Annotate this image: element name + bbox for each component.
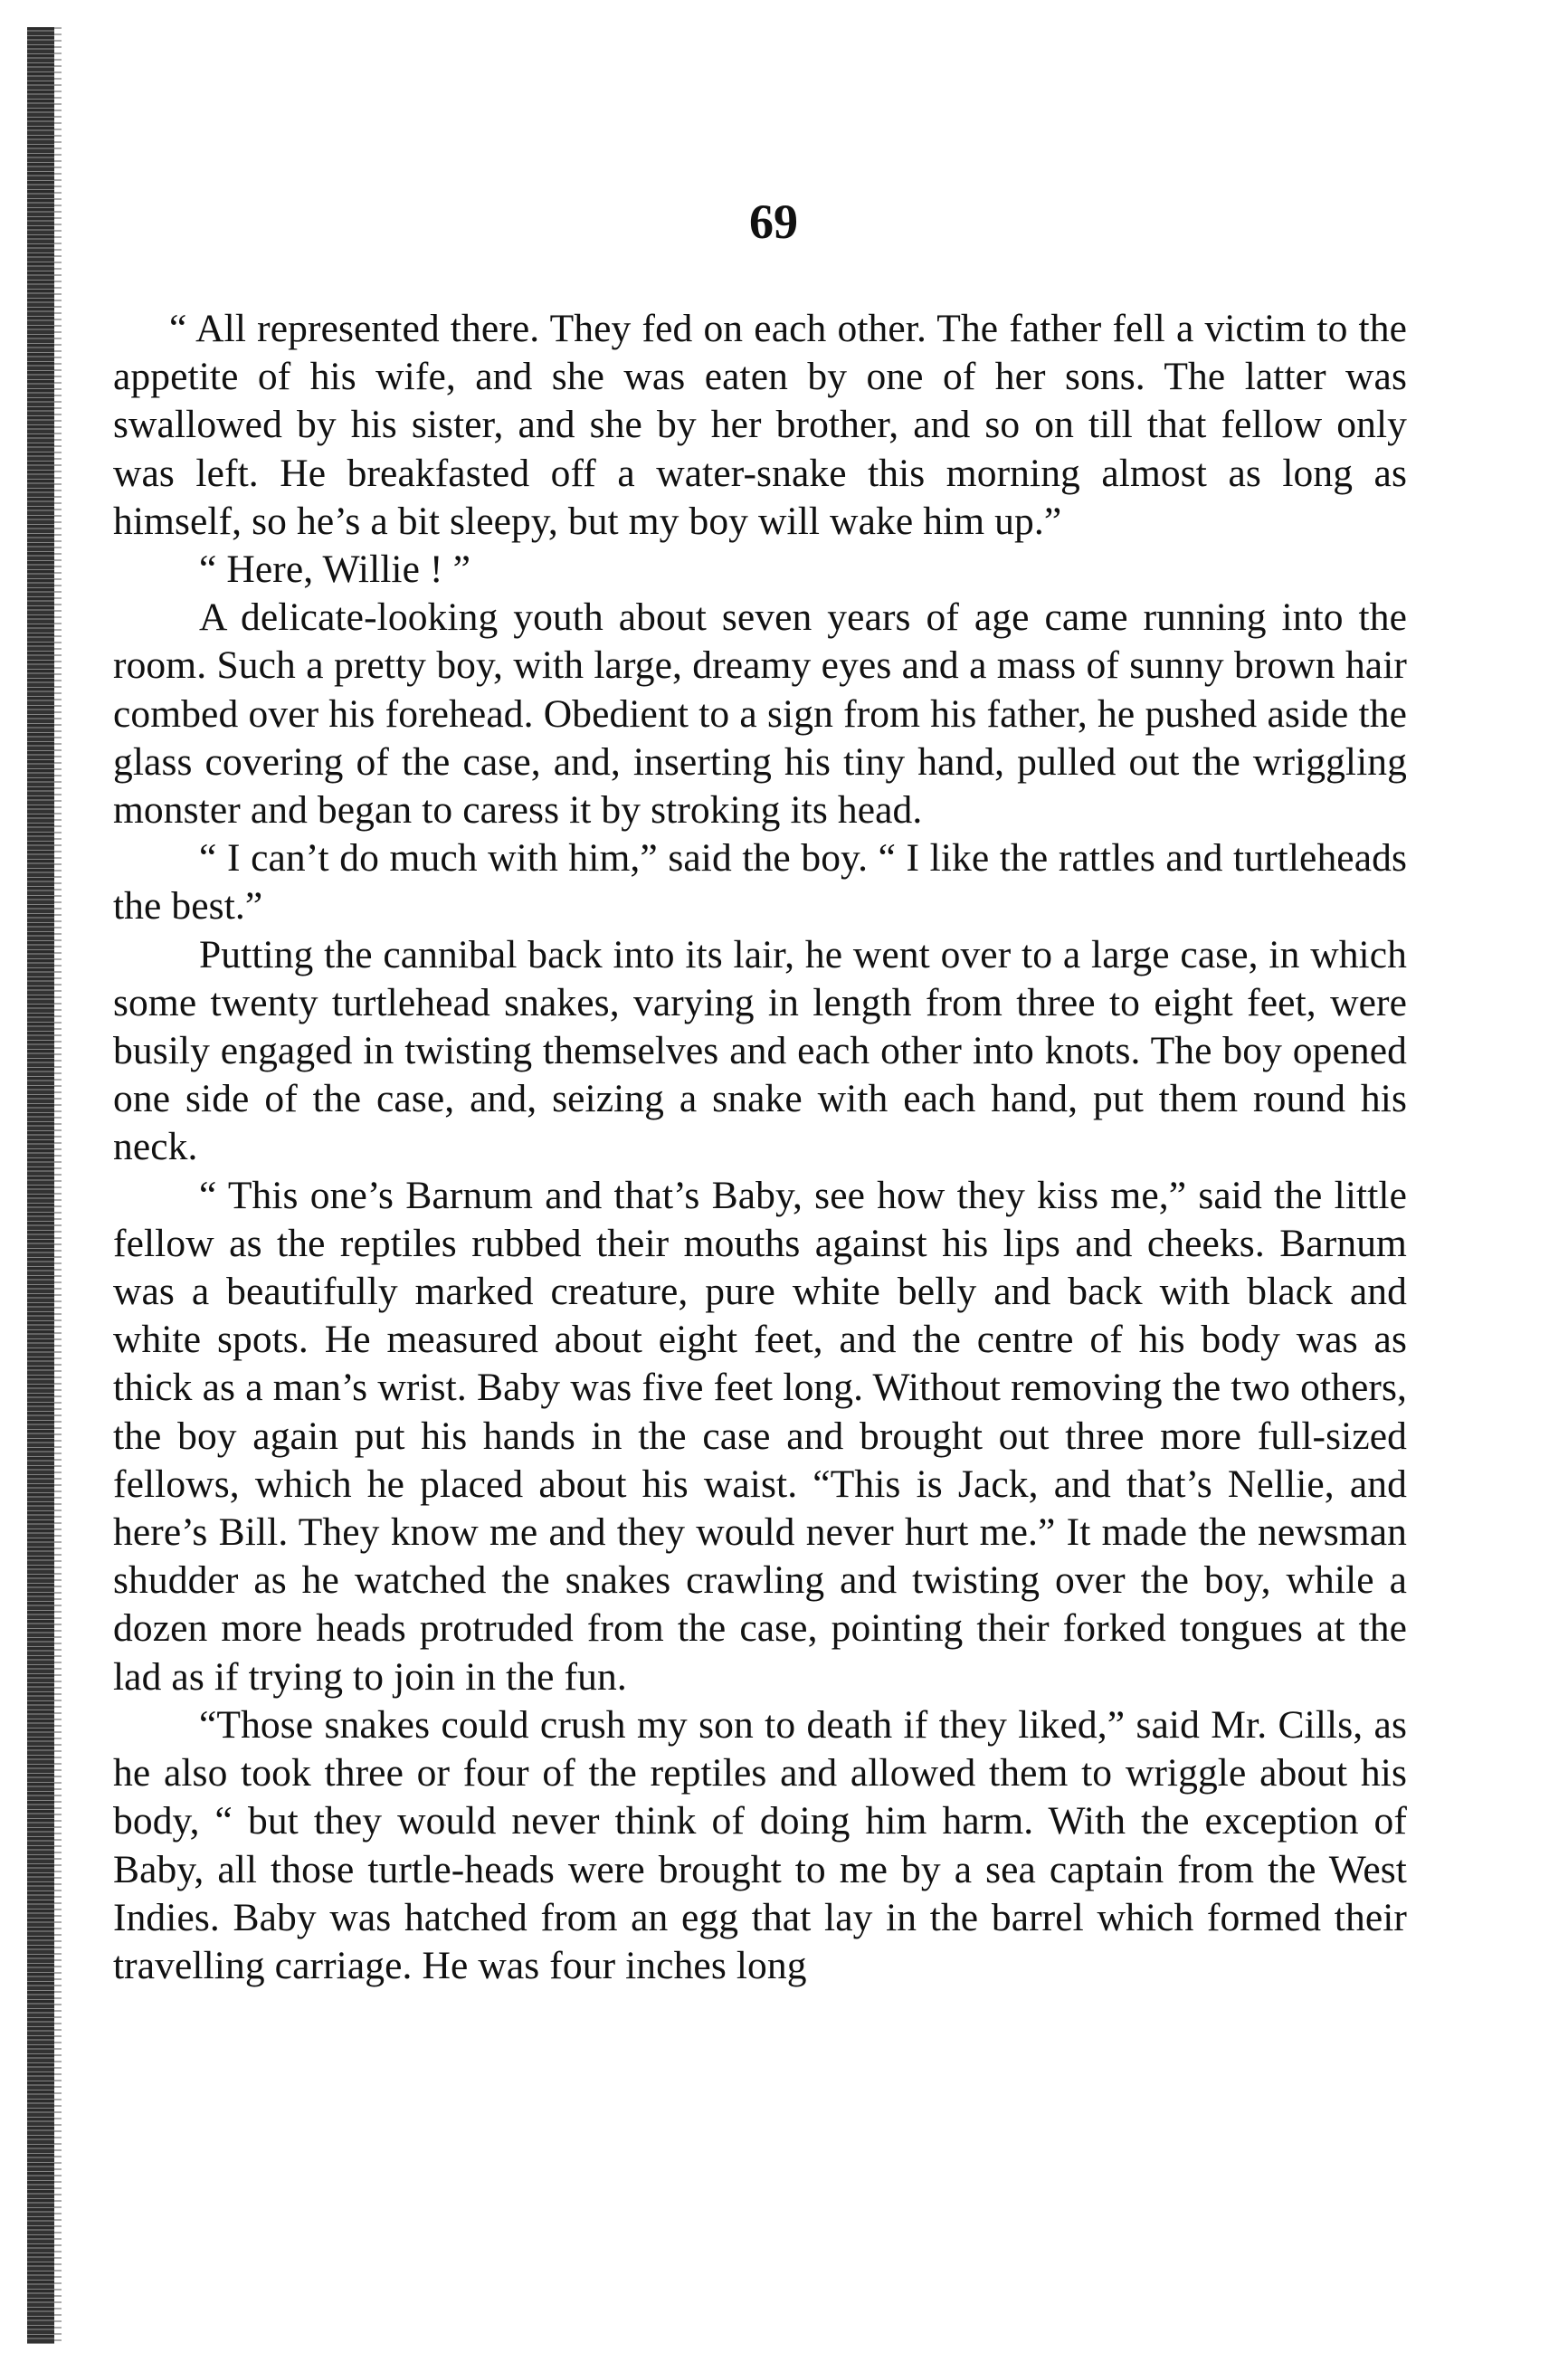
paragraph: “ This one’s Barnum and that’s Baby, see how they kiss me,” said the little fellow as the reptiles rubbed their mouths against his lips and cheeks. Barnum was a beautifully marked creature, pure white belly and back with black and white spots. He measured about eight feet, and the centre of his body was as thick as a man’s wrist. Baby was five feet long. Without removing the two others, the boy again put his hands in the case and brought out three more full-sized fellows, which he placed about his waist. “This is Jack, and that’s Nellie, and here’s Bill. They know me and they would never hurt me.” It made the newsman shudder as he watched the snakes crawling and twisting over the boy, while a dozen more heads protruded from the case, pointing their forked tongues at the lad as if trying to join in the fun. [113,1173,1407,1699]
book-page [113,195,1407,1990]
paragraph: “ All represented there. They fed on each other. The father fell a victim to the appetite of his wife, and she was eaten by one of her sons. The latter was swallowed by his sister, and she by her brother, and so on till that fellow only was left. He breakfasted off a water-snake this morning almost as long as himself, so he’s a bit sleepy, but my boy will wake him up.” [113,307,1407,543]
paragraph: “Those snakes could crush my son to death if they liked,” said Mr. Cills, as he also took three or four of the reptiles and allowed them to wriggle about his body, “ but they would never think of doing him harm. With the exception of Baby, all those turtle-heads were brought to me by a sea captain from the West Indies. Baby was hatched from an egg that lay in the barrel which formed their travelling carriage. He was four inches long [113,1702,1407,1987]
book-binding-edge [27,27,54,2344]
page-body-text [113,305,1407,1990]
paragraph: “ Here, Willie ! ” [199,548,470,592]
paragraph: “ I can’t do much with him,” said the boy. “ I like the rattles and turtleheads the best.” [113,836,1407,929]
page-number: 69 [749,195,798,249]
paragraph: Putting the cannibal back into its lair, he went over to a large case, in which some twenty turtlehead snakes, varying in length from three to eight feet, were busily engaged in twisting themselves and each other into knots. The boy opened one side of the case, and, seizing a snake with each hand, put them round his neck. [113,932,1407,1169]
paragraph: A delicate-looking youth about seven years of age came running into the room. Such a pretty boy, with large, dreamy eyes and a mass of sunny brown hair combed over his forehead. Obedient to a sign from his father, he pushed aside the glass covering of the case, and, inserting his tiny hand, pulled out the wriggling monster and began to caress it by stroking its head. [113,595,1407,833]
